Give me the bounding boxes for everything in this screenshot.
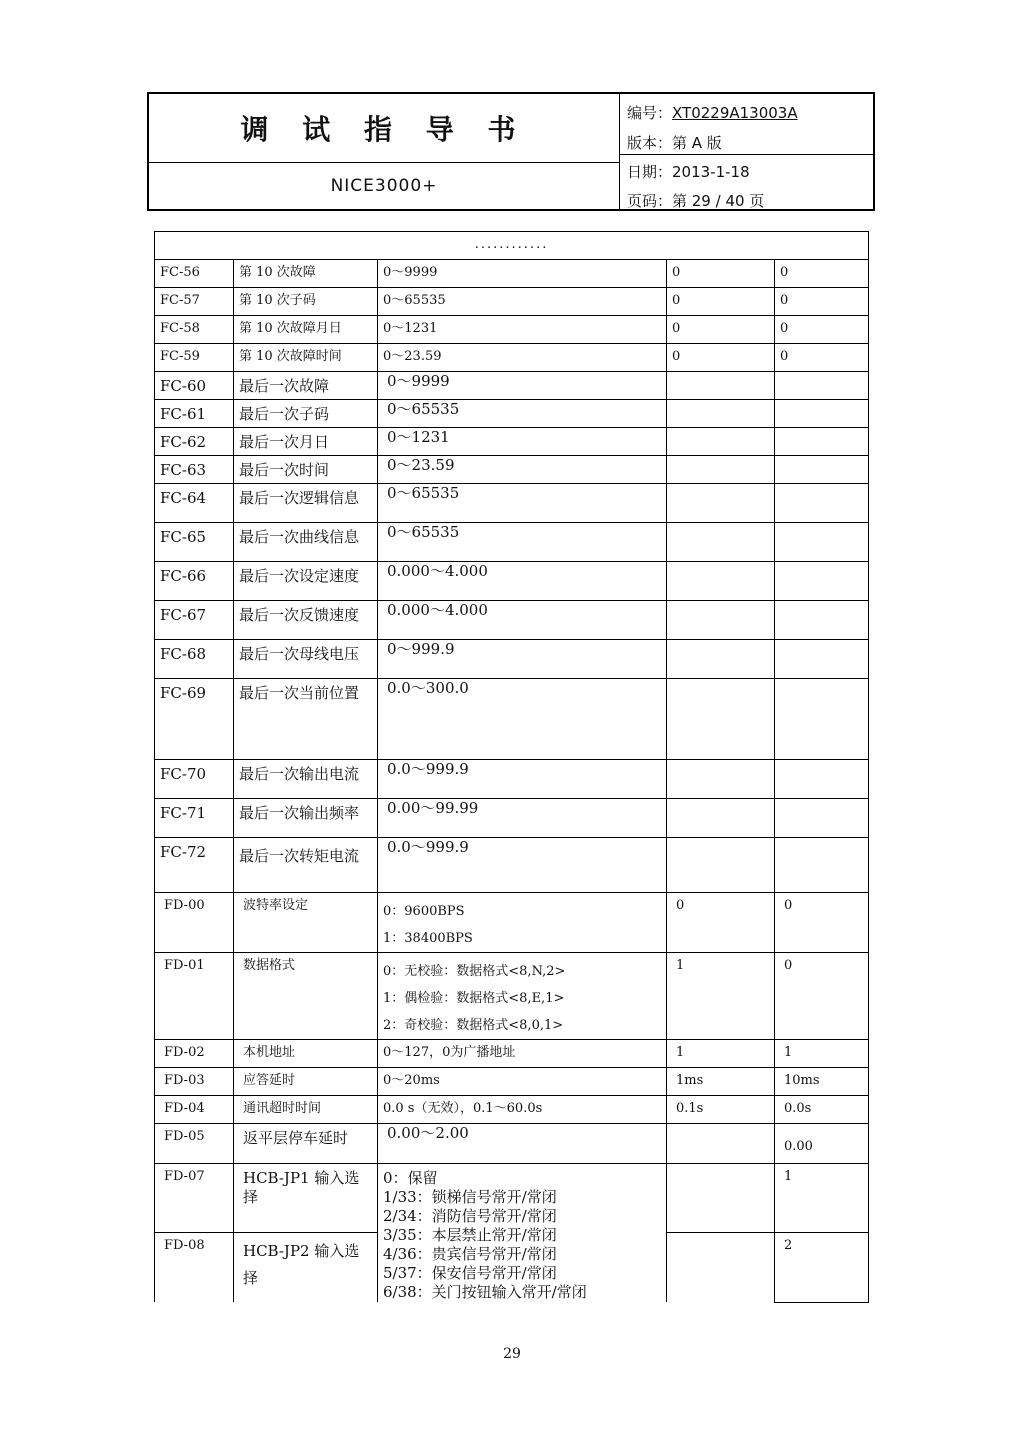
param-code-cell: FC-62 <box>155 428 234 456</box>
param-range-cell: 0～999.9 <box>378 640 667 679</box>
param-code-cell: FC-64 <box>155 484 234 523</box>
param-code-cell: FC-57 <box>155 288 234 316</box>
param-code-cell: FC-61 <box>155 400 234 428</box>
range-line: 4/36：贵宾信号常开/常闭 <box>383 1245 557 1263</box>
param-value-cell <box>667 428 775 456</box>
param-default-cell: 1 <box>775 1040 869 1068</box>
param-code-cell: FC-58 <box>155 316 234 344</box>
param-name-cell: 第 10 次故障 <box>234 260 378 288</box>
param-range-cell: 0～65535 <box>378 400 667 428</box>
param-code-cell: FD-01 <box>155 953 234 1040</box>
param-value-cell: 0.1s <box>667 1096 775 1124</box>
document-version: 版本：第 A 版 <box>627 134 722 152</box>
param-name-cell: 最后一次曲线信息 <box>234 523 378 562</box>
param-value-cell <box>667 456 775 484</box>
param-value-cell <box>667 1124 775 1164</box>
param-name-cell: 最后一次母线电压 <box>234 640 378 679</box>
param-range-cell: 0～65535 <box>378 484 667 523</box>
param-name-cell: 最后一次输出电流 <box>234 760 378 799</box>
param-value-cell <box>667 400 775 428</box>
param-value-cell: 0 <box>667 288 775 316</box>
document-header <box>147 92 875 211</box>
table-row <box>155 679 869 760</box>
param-value-cell <box>667 1233 775 1302</box>
param-default-cell: 0 <box>775 344 869 372</box>
param-name-cell: 第 10 次故障月日 <box>234 316 378 344</box>
param-default-cell <box>775 838 869 893</box>
table-row <box>155 1124 869 1164</box>
param-range-cell: 0～20ms <box>378 1068 667 1096</box>
table-row <box>155 372 869 400</box>
param-range-cell: 0～9999 <box>378 372 667 400</box>
param-name-cell: 第 10 次故障时间 <box>234 344 378 372</box>
param-range-cell: 0～65535 <box>378 523 667 562</box>
param-range-cell: 0.00～2.00 <box>378 1124 667 1164</box>
param-range-cell: 0.000～4.000 <box>378 562 667 601</box>
table-row <box>155 838 869 893</box>
param-value-cell <box>667 838 775 893</box>
table-row <box>155 428 869 456</box>
param-code-cell: FC-66 <box>155 562 234 601</box>
range-line: 2/34：消防信号常开/常闭 <box>383 1207 557 1225</box>
param-default-cell <box>775 679 869 760</box>
param-name-cell: 应答延时 <box>234 1068 378 1096</box>
param-default-cell <box>775 523 869 562</box>
parameter-table <box>154 231 869 1303</box>
document-title: 调 试 指 导 书 <box>240 113 528 146</box>
param-code-cell: FD-08 <box>155 1233 234 1302</box>
product-model: NICE3000+ <box>330 176 438 196</box>
param-code-cell: FC-65 <box>155 523 234 562</box>
table-row <box>155 1096 869 1124</box>
table-row <box>155 523 869 562</box>
param-value-cell: 0 <box>667 893 775 953</box>
table-row <box>155 316 869 344</box>
param-default-cell: 0 <box>775 953 869 1040</box>
param-code-cell: FD-03 <box>155 1068 234 1096</box>
param-name-cell: 第 10 次子码 <box>234 288 378 316</box>
range-line: 6/38：关门按钮输入常开/常闭 <box>383 1283 587 1301</box>
param-code-cell: FC-70 <box>155 760 234 799</box>
param-default-cell: 0.00 <box>775 1124 869 1164</box>
param-range-cell: 0～1231 <box>378 428 667 456</box>
param-default-cell: 0 <box>775 893 869 953</box>
param-default-cell: 0 <box>775 316 869 344</box>
table-row <box>155 601 869 640</box>
param-value-cell <box>667 372 775 400</box>
param-range-cell <box>378 953 667 1040</box>
param-default-cell <box>775 562 869 601</box>
param-name-cell: 最后一次输出频率 <box>234 799 378 838</box>
param-name-cell: 最后一次子码 <box>234 400 378 428</box>
table-row <box>155 484 869 523</box>
param-default-cell <box>775 760 869 799</box>
param-name-cell: 通讯超时时间 <box>234 1096 378 1124</box>
param-name-cell: 最后一次故障 <box>234 372 378 400</box>
param-range-cell: 0～23.59 <box>378 344 667 372</box>
param-range-cell: 0.0 s（无效），0.1～60.0s <box>378 1096 667 1124</box>
param-name-cell: 数据格式 <box>234 953 378 1040</box>
param-code-cell: FD-02 <box>155 1040 234 1068</box>
param-name-cell: 最后一次设定速度 <box>234 562 378 601</box>
param-default-cell <box>775 484 869 523</box>
param-name-cell: 最后一次逻辑信息 <box>234 484 378 523</box>
param-default-cell: 2 <box>775 1233 869 1302</box>
page-indicator: 页码：第 29 / 40 页 <box>627 192 765 210</box>
param-range-cell: 0～127，0为广播地址 <box>378 1040 667 1068</box>
table-row <box>155 288 869 316</box>
param-range-cell <box>378 1164 667 1303</box>
table-row <box>155 760 869 799</box>
table-row <box>155 1040 869 1068</box>
table-row <box>155 1068 869 1096</box>
param-name-cell: HCB-JP1 输入选择 <box>234 1164 378 1233</box>
table-row <box>155 953 869 1040</box>
param-default-cell: 0.0s <box>775 1096 869 1124</box>
param-default-cell: 0 <box>775 288 869 316</box>
param-value-cell <box>667 679 775 760</box>
param-code-cell: FC-60 <box>155 372 234 400</box>
param-value-cell: 1 <box>667 1040 775 1068</box>
param-name-cell: 返平层停车延时 <box>234 1124 378 1164</box>
param-value-cell: 1 <box>667 953 775 1040</box>
param-value-cell: 0 <box>667 260 775 288</box>
param-value-cell <box>667 523 775 562</box>
param-range-cell: 0～23.59 <box>378 456 667 484</box>
param-default-cell <box>775 428 869 456</box>
param-default-cell: 1 <box>775 1164 869 1233</box>
range-line: 0：保留 <box>383 1169 438 1187</box>
param-range-cell: 0～9999 <box>378 260 667 288</box>
range-line: 5/37：保安信号常开/常闭 <box>383 1264 557 1282</box>
param-code-cell: FC-63 <box>155 456 234 484</box>
param-range-cell: 0.0～999.9 <box>378 838 667 893</box>
param-default-cell <box>775 799 869 838</box>
continuation-marker: ............ <box>155 232 869 260</box>
range-line: 1：38400BPS <box>383 931 473 946</box>
param-range-cell: 0.0～999.9 <box>378 760 667 799</box>
table-row <box>155 456 869 484</box>
document-date: 日期：2013-1-18 <box>627 163 750 181</box>
param-default-cell <box>775 400 869 428</box>
table-row <box>155 400 869 428</box>
table-row <box>155 893 869 953</box>
param-value-cell <box>667 1164 775 1233</box>
param-name-cell: 最后一次时间 <box>234 456 378 484</box>
param-value-cell <box>667 640 775 679</box>
param-range-cell: 0～1231 <box>378 316 667 344</box>
param-code-cell: FC-56 <box>155 260 234 288</box>
param-range-cell: 0.00～99.99 <box>378 799 667 838</box>
param-code-cell: FD-00 <box>155 893 234 953</box>
param-code-cell: FC-68 <box>155 640 234 679</box>
param-name-cell: 最后一次当前位置 <box>234 679 378 760</box>
param-value-cell <box>667 601 775 640</box>
param-code-cell: FC-67 <box>155 601 234 640</box>
param-name-cell: 波特率设定 <box>234 893 378 953</box>
header-divider <box>149 162 619 163</box>
param-range-cell: 0.0～300.0 <box>378 679 667 760</box>
param-code-cell: FC-59 <box>155 344 234 372</box>
table-row <box>155 640 869 679</box>
param-code-cell: FD-04 <box>155 1096 234 1124</box>
param-value-cell <box>667 760 775 799</box>
param-default-cell <box>775 601 869 640</box>
param-name-cell: 最后一次转矩电流 <box>234 838 378 893</box>
param-code-cell: FC-69 <box>155 679 234 760</box>
range-line: 1：偶检验：数据格式<8,E,1> <box>383 991 565 1006</box>
param-value-cell: 1ms <box>667 1068 775 1096</box>
header-divider <box>619 154 873 155</box>
param-name-cell: 本机地址 <box>234 1040 378 1068</box>
param-code-cell: FD-05 <box>155 1124 234 1164</box>
param-default-cell <box>775 640 869 679</box>
param-range-cell <box>378 893 667 953</box>
table-row <box>155 260 869 288</box>
range-line: 0：9600BPS <box>383 904 465 919</box>
param-default-cell: 10ms <box>775 1068 869 1096</box>
param-range-cell: 0.000～4.000 <box>378 601 667 640</box>
header-divider <box>619 94 620 209</box>
param-default-cell <box>775 456 869 484</box>
range-line: 1/33：锁梯信号常开/常闭 <box>383 1188 557 1206</box>
param-range-cell: 0～65535 <box>378 288 667 316</box>
range-line: 2：奇校验：数据格式<8,0,1> <box>383 1018 564 1033</box>
param-value-cell: 0 <box>667 316 775 344</box>
table-row <box>155 799 869 838</box>
param-code-cell: FC-71 <box>155 799 234 838</box>
param-name-cell: 最后一次反馈速度 <box>234 601 378 640</box>
param-value-cell <box>667 562 775 601</box>
table-row <box>155 1164 869 1233</box>
param-code-cell: FD-07 <box>155 1164 234 1233</box>
param-default-cell <box>775 372 869 400</box>
param-name-cell: HCB-JP2 输入选择 <box>234 1233 378 1302</box>
param-value-cell <box>667 799 775 838</box>
param-value-cell <box>667 484 775 523</box>
document-code: 编号：XT0229A13003A <box>627 104 798 122</box>
page-number: 29 <box>503 1346 521 1362</box>
table-row <box>155 344 869 372</box>
param-value-cell: 0 <box>667 344 775 372</box>
param-name-cell: 最后一次月日 <box>234 428 378 456</box>
param-default-cell: 0 <box>775 260 869 288</box>
range-line: 3/35：本层禁止常开/常闭 <box>383 1226 557 1244</box>
table-row <box>155 562 869 601</box>
param-code-cell: FC-72 <box>155 838 234 893</box>
range-line: 0：无校验：数据格式<8,N,2> <box>383 964 566 979</box>
